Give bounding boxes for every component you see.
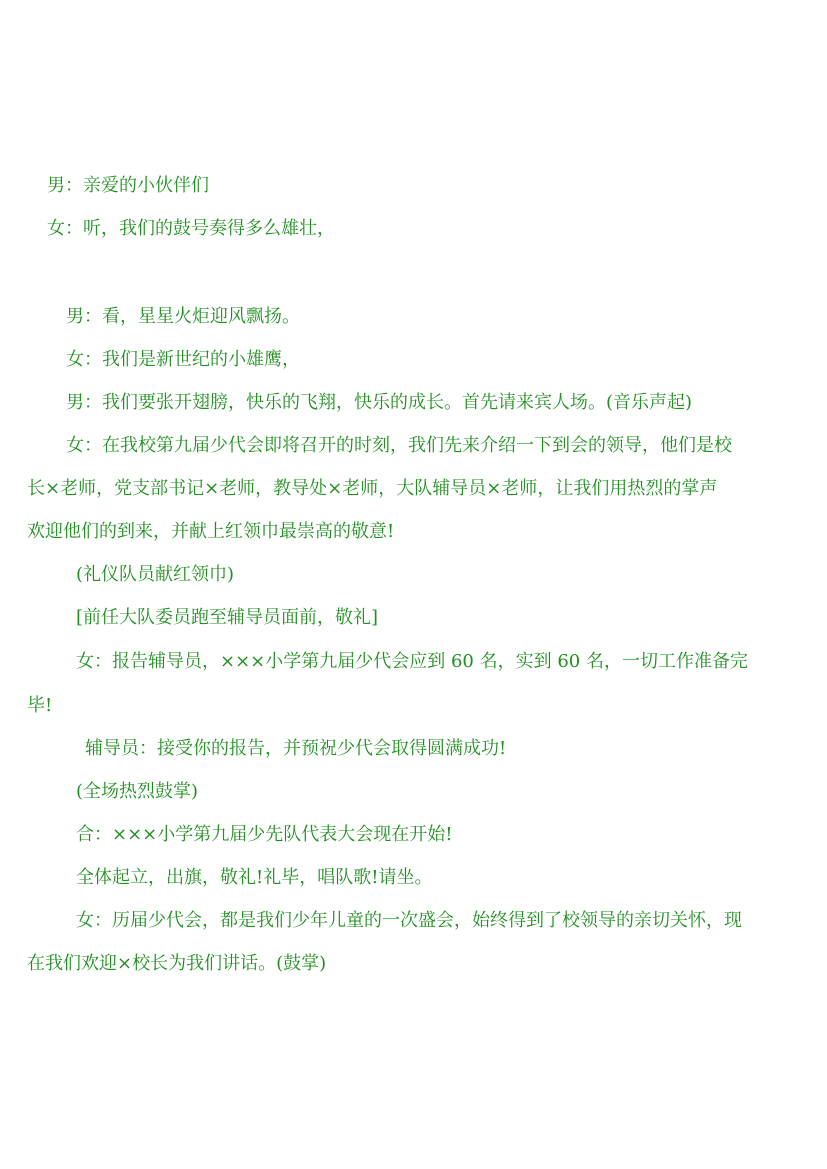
text-line: 在我们欢迎×校长为我们讲话。(鼓掌) <box>27 953 327 974</box>
text-line: 女：历届少代会，都是我们少年儿童的一次盛会，始终得到了校领导的亲切关怀，现 <box>76 910 742 931</box>
text-line: 男：亲爱的小伙伴们 <box>47 175 209 196</box>
text-line: 男：我们要张开翅膀，快乐的飞翔，快乐的成长。首先请来宾人场。(音乐声起) <box>66 392 693 413</box>
text-line: 辅导员：接受你的报告，并预祝少代会取得圆满成功! <box>85 738 507 759</box>
text-line: 女：在我校第九届少代会即将召开的时刻，我们先来介绍一下到会的领导，他们是校 <box>66 435 732 456</box>
text-line: 女：我们是新世纪的小雄鹰， <box>66 349 300 370</box>
text-line: [前任大队委员跑至辅导员面前，敬礼] <box>76 607 379 628</box>
text-line: 男：看，星星火炬迎风飘扬。 <box>66 306 300 327</box>
text-line: 毕! <box>27 695 53 716</box>
text-line: 全体起立，出旗，敬礼!礼毕，唱队歌!请坐。 <box>76 867 433 888</box>
text-line: (全场热烈鼓掌) <box>76 781 199 802</box>
text-line: 女：听，我们的鼓号奏得多么雄壮， <box>47 218 335 239</box>
text-line: 长×老师，党支部书记×老师，教导处×老师，大队辅导员×老师，让我们用热烈的掌声 <box>27 478 718 499</box>
text-line: 合：×××小学第九届少先队代表大会现在开始! <box>76 824 453 845</box>
text-line: (礼仪队员献红领巾) <box>76 564 235 585</box>
text-line: 欢迎他们的到来，并献上红领巾最崇高的敬意! <box>27 521 395 542</box>
text-line: 女：报告辅导员，×××小学第九届少代会应到 60 名，实到 60 名，一切工作准备完 <box>76 651 748 672</box>
